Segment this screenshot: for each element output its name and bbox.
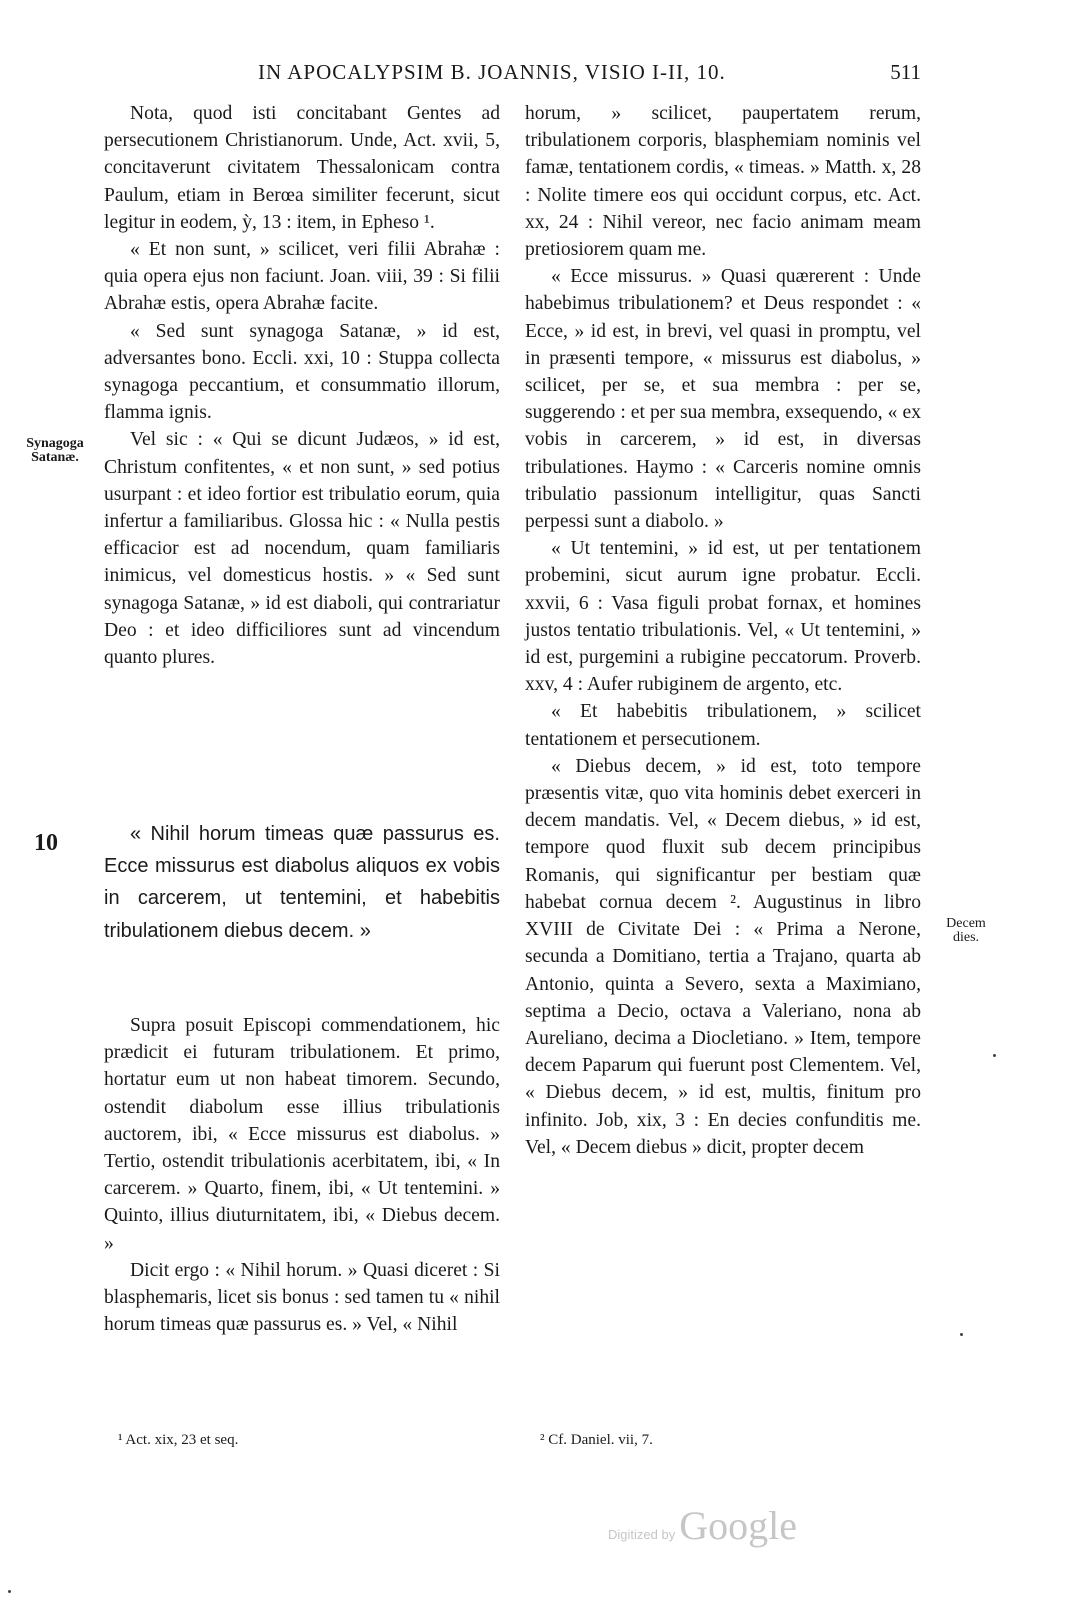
right-column bbox=[525, 100, 921, 1161]
page-number: 511 bbox=[890, 60, 921, 84]
digitized-by-text: Digitized by bbox=[608, 1527, 676, 1542]
margin-note-line: Synagoga bbox=[26, 436, 84, 451]
running-title: IN APOCALYPSIM B. JOANNIS, VISIO I-II, 10. bbox=[258, 60, 726, 84]
paragraph: horum, » scilicet, paupertatem rerum, tribulationem corporis, blasphemiam nominis vel famæ, tentationem cordis, « timeas. » Matth. x, 28 : Nolite timere eos qui occidunt corpus, etc. Act. xx, 24 : Nihil vereor, nec facio animam meam pretiosiorem quam me. bbox=[525, 103, 921, 261]
speck bbox=[8, 1590, 11, 1593]
margin-note-line: dies. bbox=[952, 930, 980, 945]
paragraph: « Ut tentemini, » id est, ut per tentationem probemini, sicut aurum igne probatur. Eccli. xxvii, 6 : Vasa figuli probat fornax, et homines justos tentatio tribulationis. Vel, « Ut tentemini, » id est, purgemini a rubigine peccatorum. Proverb. xxv, 4 : Aufer rubiginem de argento, etc. bbox=[525, 538, 921, 696]
margin-note-line: Decem bbox=[946, 916, 986, 931]
margin-note-decem-dies bbox=[934, 917, 998, 945]
paragraph: « Diebus decem, » id est, toto tempore præsentis vitæ, quo vita hominis debet exerceri in decem mandatis. Vel, « Decem diebus, » id est, tempore quod fluxit sub decem principibus Romanis, qui significantur per bestiam quæ habebat cornua decem ². Augustinus in libro XVIII de Civitate Dei : « Prima a Nerone, secunda a Domitiano, tertia a Trajano, quarta ab Antonio, quinta a Severo, sexta a Maximiano, septima a Decio, octava a Valeriano, nona ab Aureliano, decima a Diocletiano. » Item, tempore decem Paparum qui fuerunt post Clementem. Vel, « Diebus decem, » id est, multis, finitum pro infinito. Job, xix, 3 : En decies confunditis me. Vel, « Decem diebus » dicit, propter decem bbox=[525, 755, 921, 1158]
paragraph: Nota, quod isti concitabant Gentes ad persecutionem Christianorum. Unde, Act. xvii, 5, concitaverunt civitatem Thessalonicam contra Paulum, etiam in Berœa similiter fecerunt, sicut legitur in eodem, ỳ, 13 : item, in Epheso ¹. bbox=[104, 103, 500, 233]
speck bbox=[960, 1333, 963, 1336]
speck bbox=[993, 1054, 996, 1057]
google-logo: Google bbox=[679, 1503, 797, 1548]
left-column-top bbox=[104, 100, 500, 671]
left-column-bottom bbox=[104, 1012, 500, 1338]
paragraph: « Et habebitis tribulationem, » scilicet tentationem et persecutionem. bbox=[525, 701, 921, 750]
paragraph: « Ecce missurus. » Quasi quærerent : Unde habebimus tribulationem? et Deus respondet : « Ecce, » id est, in brevi, vel quasi in promptu, vel in præsenti tempore, « missurus est diabolus, » scilicet, per se, et sua membra : per se, suggerendo : et per sua membra, exsequendo, « ex vobis in carcerem, » id est, in diversas tribulationes. Haymo : « Carceris nomine omnis tribulatio passionum intelligitur, quas Sancti perpessi sunt a diabolo. » bbox=[525, 266, 921, 533]
verse-text: « Nihil horum timeas quæ passurus es. Ecce missurus est diabolus aliquos ex vobis in carcerem, ut tentemini, et habebitis tribulationem diebus decem. » bbox=[104, 823, 500, 942]
margin-note-line: Satanæ. bbox=[31, 450, 79, 465]
paragraph: « Sed sunt synagoga Satanæ, » id est, adversantes bono. Eccli. xxi, 10 : Stuppa collecta synagoga peccantium, et consummatio illorum, flamma ignis. bbox=[104, 320, 500, 424]
verse-number: 10 bbox=[34, 830, 58, 856]
google-watermark bbox=[608, 1502, 797, 1549]
verse-text-block bbox=[104, 818, 500, 947]
margin-note-synagoga bbox=[12, 437, 98, 465]
footnote-right: ² Cf. Daniel. vii, 7. bbox=[540, 1432, 653, 1448]
paragraph: Vel sic : « Qui se dicunt Judæos, » id est, Christum confitentes, « et non sunt, » sed potius usurpant : et ideo fortior est tribulatio eorum, quia infertur a familiaribus. Glossa hic : « Nulla pestis efficacior est ad nocendum, quam familiaris inimicus, vel domesticus hostis. » « Sed sunt synagoga Satanæ, » id est diaboli, qui contrariatur Deo : et ideo difficiliores sunt ad vincendum quanto plures. bbox=[104, 429, 500, 669]
running-header bbox=[0, 60, 1069, 90]
footnote-left: ¹ Act. xix, 23 et seq. bbox=[118, 1432, 239, 1448]
paragraph: Supra posuit Episcopi commendationem, hic prædicit ei futuram tribulationem. Et primo, hortatur eum ut non habeat timorem. Secundo, ostendit diabolum esse illius tribulationis auctorem, ibi, « Ecce missurus est diabolus. » Tertio, ostendit tribulationis acerbitatem, ibi, « In carcerem. » Quarto, finem, ibi, « Ut tentemini. » Quinto, illius diuturnitatem, ibi, « Diebus decem. » bbox=[104, 1015, 500, 1254]
paragraph: Dicit ergo : « Nihil horum. » Quasi diceret : Si blasphemaris, licet sis bonus : sed tamen tu « nihil horum timeas quæ passurus es. » Vel, « Nihil bbox=[104, 1259, 500, 1336]
paragraph: « Et non sunt, » scilicet, veri filii Abrahæ : quia opera ejus non faciunt. Joan. viii, 39 : Si filii Abrahæ estis, opera Abrahæ facite. bbox=[104, 239, 500, 315]
